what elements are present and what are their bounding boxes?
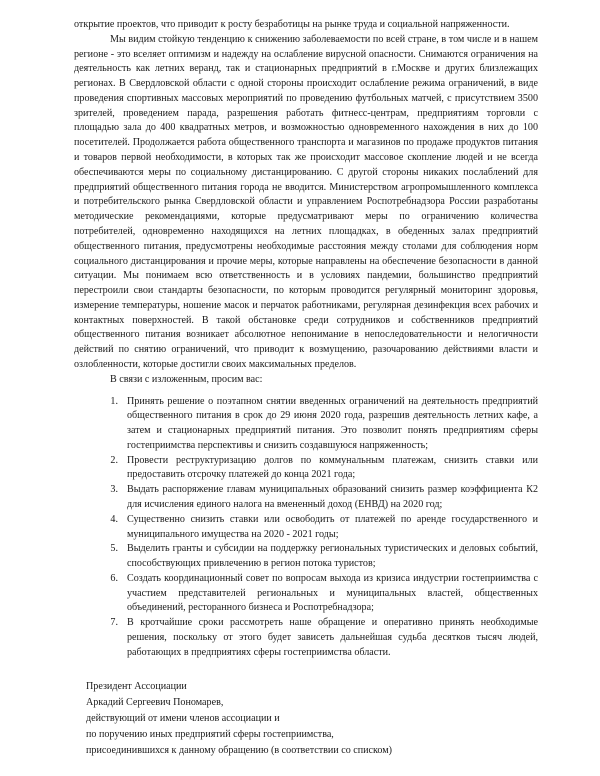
signature-name: Аркадий Сергеевич Пономарев,: [86, 696, 224, 708]
request-item-7-text: В кротчайшие сроки рассмотреть наше обращение и оперативно принять необходимые решения, поскольку от этого будет зависеть дальнейшая судьба десятков тысяч людей, работающих в предприятиях сферы гостеприимства области.: [127, 617, 538, 658]
paragraph-request-intro: В связи с изложенным, просим вас:: [110, 373, 263, 385]
paragraph-situation-overview: Мы видим стойкую тенденцию к снижению заболеваемости по всей стране, в том числе и в нашем регионе - это вселяет оптимизм и надежду на ослабление вирусной опасности. Снимаются ограничения на деятельность как летних веранд, так и стационарных предприятий в г.Москве и других близлежащих регионах. В Свердловской области с одной стороны происходит ослабление режима ограничений, в виде проведения спортивных массовых мероприятий по проведению футбольных матчей, с присутствием 3500 зрителей, проведением парада, разрешения работать фитнесс-центрам, предприятиям торговли с площадью зала до 400 квадратных метров, и возможностью одновременного нахождения в них до 100 посетителей. Продолжается работа общественного транспорта и магазинов по продаже продуктов питания и товаров первой необходимости, в которых так же происходит массовое скопление людей и не всегда обеспечиваются меры по социальному дистанцированию. С другой стороны никаких послаблений для предприятий общественного питания города не вводится. Министерством агропромышленного комплекса и потребительского рынка Свердловской области и управлением Роспотребнадзора России разработаны методические рекомендациями, которые предусматривают меры по ограничению количества потребителей, одновременно находящихся на летних площадках, в обеденных залах предприятий общественного питания, предусмотрены необходимые расстояния между столами для соблюдения норм социального дистанцирования и прочие меры, которые направлены на обеспечение безопасности в данной ситуации. Мы понимаем всю ответственность и в условиях пандемии, большинство предприятий перестроили свои стандарты безопасности, по которым проводится регулярный мониторинг здоровья, измерение температуры, ношение масок и перчаток работниками, регулярная дезинфекция всех рабочих и контактных поверхностей. В такой обстановке среди сотрудников и собственников предприятий общественного питания возникает абсолютное непонимание в непоследовательности и нелогичности действий по снятию ограничений, что приводит к возмущению, разочарованию действиями власти и озлобленности, которые достигли своих максимальных пределов.: [74, 33, 538, 370]
signature-block: [86, 679, 538, 760]
signature-title: Президент Ассоциации: [86, 680, 187, 692]
signature-authority-line-3: присоединившихся к данному обращению (в соответствии со списком): [86, 745, 393, 757]
list-item: [96, 572, 538, 616]
request-item-4-text: Существенно снизить ставки или освободить от платежей по аренде государственного и муниципального имущества на 2020 - 2021 годы;: [127, 513, 538, 540]
list-item: [96, 454, 538, 484]
request-item-6-text: Создать координационный совет по вопросам выхода из кризиса индустрии гостеприимства с участием представителей региональных и муниципальных властей, общественных объединений, ресторанного бизнеса и Роспотребнадзора;: [127, 572, 538, 614]
document-body: [74, 18, 538, 759]
signature-authority-line-2: по поручению иных предприятий сферы гостеприимства,: [86, 729, 334, 741]
requests-list: [74, 395, 538, 661]
signature-authority-line-1: действующий от имени членов ассоциации и: [86, 712, 280, 724]
request-item-5-text: Выделить гранты и субсидии на поддержку региональных туристических и деловых событий, способствующих привлечению в регион потока туристов;: [127, 543, 538, 570]
request-item-2-text: Провести реструктуризацию долгов по коммунальным платежам, снизить ставки или предоставить отсрочку платежей до конца 2021 года;: [127, 454, 538, 481]
list-item: [96, 483, 538, 513]
request-item-1-text: Принять решение о поэтапном снятии введенных ограничений на деятельность предприятий общественного питания в срок до 29 июня 2020 года, разрешив деятельность летних кафе, а затем и стационарных предприятий питания. Это позволит понять предприятиям сферы гостеприимства перспективы и снизить создавшуюся напряженность;: [127, 395, 538, 451]
list-item: [96, 542, 538, 572]
list-item: [96, 395, 538, 454]
request-item-3-text: Выдать распоряжение главам муниципальных образований снизить размер коэффициента К2 для исчисления единого налога на вмененный доход (ЕНВД) на 2020 год;: [127, 484, 538, 510]
list-item: [96, 616, 538, 660]
paragraph-continuation: открытие проектов, что приводит к росту безработицы на рынке труда и социальной напряженности.: [74, 19, 510, 30]
list-item: [96, 513, 538, 543]
list-spacer: [74, 388, 538, 395]
